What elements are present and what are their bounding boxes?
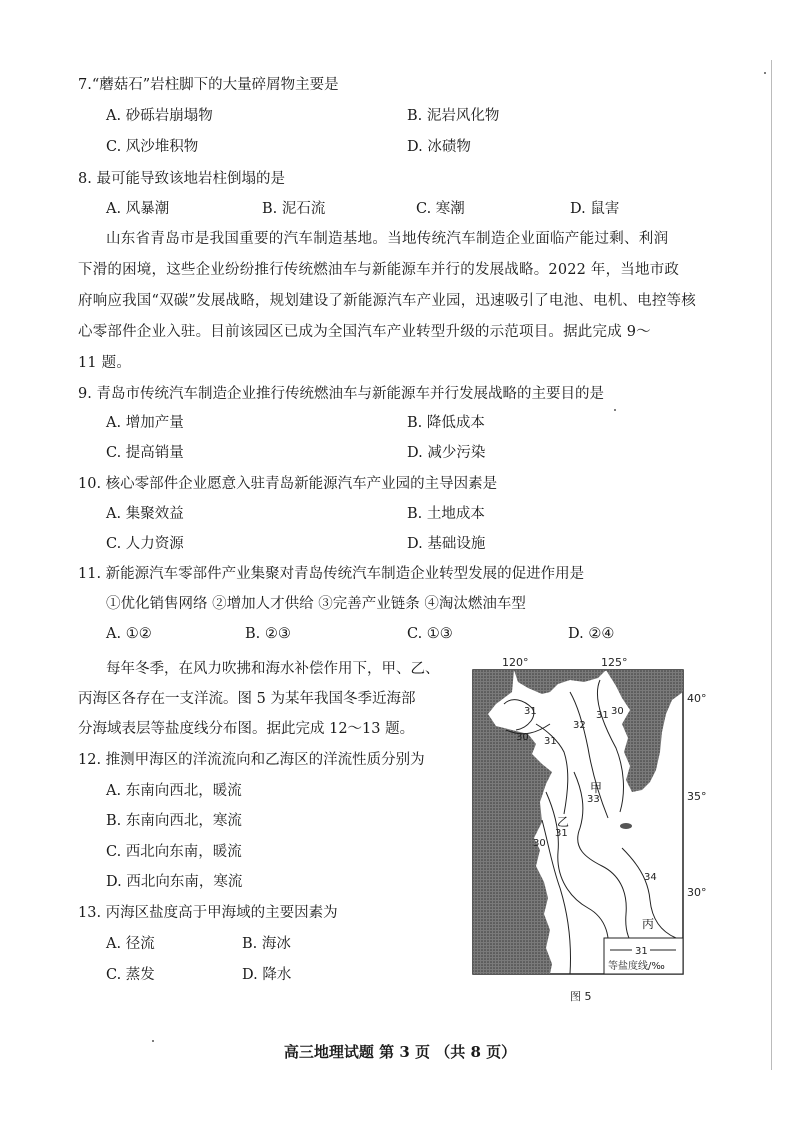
passage1-line-3: 府响应我国“双碳”发展战略，规划建设了新能源汽车产业园，迅速吸引了电池、电机、电控等核 [78, 293, 696, 309]
salinity-map [466, 652, 711, 1002]
lat-label-30: 30° [687, 886, 707, 899]
q8-option-c: C. 寒潮 [416, 201, 465, 217]
figure-caption: 图 5 [570, 990, 592, 1002]
lat-label-40: 40° [687, 692, 707, 705]
passage2-line-3: 分海域表层等盐度线分布图。据此完成 12～13 题。 [78, 721, 415, 737]
lat-label-35: 35° [687, 790, 707, 803]
q11-option-b: B. ②③ [245, 626, 291, 642]
q9-stem: 9. 青岛市传统汽车制造企业推行传统燃油车与新能源车并行发展战略的主要目的是 [78, 386, 604, 402]
passage1-line-5: 11 题。 [78, 355, 132, 371]
q9-option-d: D. 减少污染 [407, 445, 486, 461]
q13-option-d: D. 降水 [242, 967, 292, 983]
passage1-line-4: 心零部件企业入驻。目前该园区已成为全国汽车产业转型升级的示范项目。据此完成 9～ [78, 324, 651, 340]
q12-option-c: C. 西北向东南，暖流 [106, 844, 242, 860]
jeju-island [620, 823, 632, 829]
q7-option-d: D. 冰碛物 [407, 139, 471, 155]
passage2-line-2: 丙海区各存在一支洋流。图 5 为某年我国冬季近海部 [78, 691, 416, 707]
q8-option-d: D. 鼠害 [570, 201, 620, 217]
region-bing: 丙 [642, 917, 655, 931]
q11-items: ①优化销售网络 ②增加人才供给 ③完善产业链条 ④淘汰燃油车型 [106, 596, 526, 612]
iso-label-8: 31 [555, 828, 568, 839]
passage1-line-2: 下滑的困境，这些企业纷纷推行传统燃油车与新能源车并行的发展战略。2022 年，当地市政 [78, 262, 680, 278]
iso-label-9: 30 [533, 838, 546, 849]
lon-label-125: 125° [601, 656, 628, 669]
iso-label-1: 31 [524, 706, 537, 717]
q9-option-a: A. 增加产量 [106, 415, 184, 431]
iso-label-6: 31 [544, 736, 557, 747]
page-edge-line [771, 60, 772, 1070]
region-yi: 乙 [557, 815, 570, 829]
q12-option-d: D. 西北向东南，寒流 [106, 874, 243, 890]
q12-stem: 12. 推测甲海区的洋流流向和乙海区的洋流性质分别为 [78, 752, 425, 768]
q12-option-a: A. 东南向西北，暖流 [106, 783, 242, 799]
legend-value: 31 [635, 946, 648, 957]
lon-label-120: 120° [502, 656, 529, 669]
q10-option-c: C. 人力资源 [106, 536, 184, 552]
iso-label-3: 31 [596, 710, 609, 721]
passage2-line-1: 每年冬季，在风力吹拂和海水补偿作用下，甲、乙、 [106, 661, 440, 677]
q11-option-c: C. ①③ [407, 626, 453, 642]
q9-option-c: C. 提高销量 [106, 445, 184, 461]
page-footer: 高三地理试题 第 3 页 （共 8 页） [283, 1043, 517, 1061]
legend-label: 等盐度线/‰ [608, 961, 665, 972]
q12-option-b: B. 东南向西北，寒流 [106, 813, 242, 829]
region-jia: 甲 [590, 781, 603, 795]
speck-2 [614, 409, 616, 411]
q13-option-a: A. 径流 [106, 936, 155, 952]
q13-option-c: C. 蒸发 [106, 967, 155, 983]
q13-option-b: B. 海冰 [242, 936, 291, 952]
q8-option-b: B. 泥石流 [262, 201, 326, 217]
q10-stem: 10. 核心零部件企业愿意入驻青岛新能源汽车产业园的主导因素是 [78, 476, 498, 492]
iso-label-2: 32 [573, 720, 586, 731]
passage1-line-1: 山东省青岛市是我国重要的汽车制造基地。当地传统汽车制造企业面临产能过剩、利润 [106, 231, 669, 247]
q7-stem: 7.“蘑菇石”岩柱脚下的大量碎屑物主要是 [78, 77, 339, 93]
q11-option-d: D. ②④ [568, 626, 615, 642]
q7-option-a: A. 砂砾岩崩塌物 [106, 108, 213, 124]
q13-stem: 13. 丙海区盐度高于甲海域的主要因素为 [78, 905, 338, 921]
q11-stem: 11. 新能源汽车零部件产业集聚对青岛传统汽车制造企业转型发展的促进作用是 [78, 566, 585, 582]
speck-1 [764, 72, 766, 74]
q8-stem: 8. 最可能导致该地岩柱倒塌的是 [78, 171, 285, 187]
q9-option-b: B. 降低成本 [407, 415, 485, 431]
q11-option-a: A. ①② [106, 626, 152, 642]
q7-option-c: C. 风沙堆积物 [106, 139, 199, 155]
iso-label-7: 33 [587, 794, 600, 805]
q8-option-a: A. 风暴潮 [106, 201, 170, 217]
q10-option-a: A. 集聚效益 [106, 506, 184, 522]
iso-label-5: 30 [516, 732, 529, 743]
q10-option-b: B. 土地成本 [407, 506, 485, 522]
q7-option-b: B. 泥岩风化物 [407, 108, 500, 124]
iso-label-10: 34 [644, 872, 657, 883]
iso-label-4: 30 [611, 706, 624, 717]
q10-option-d: D. 基础设施 [407, 536, 486, 552]
